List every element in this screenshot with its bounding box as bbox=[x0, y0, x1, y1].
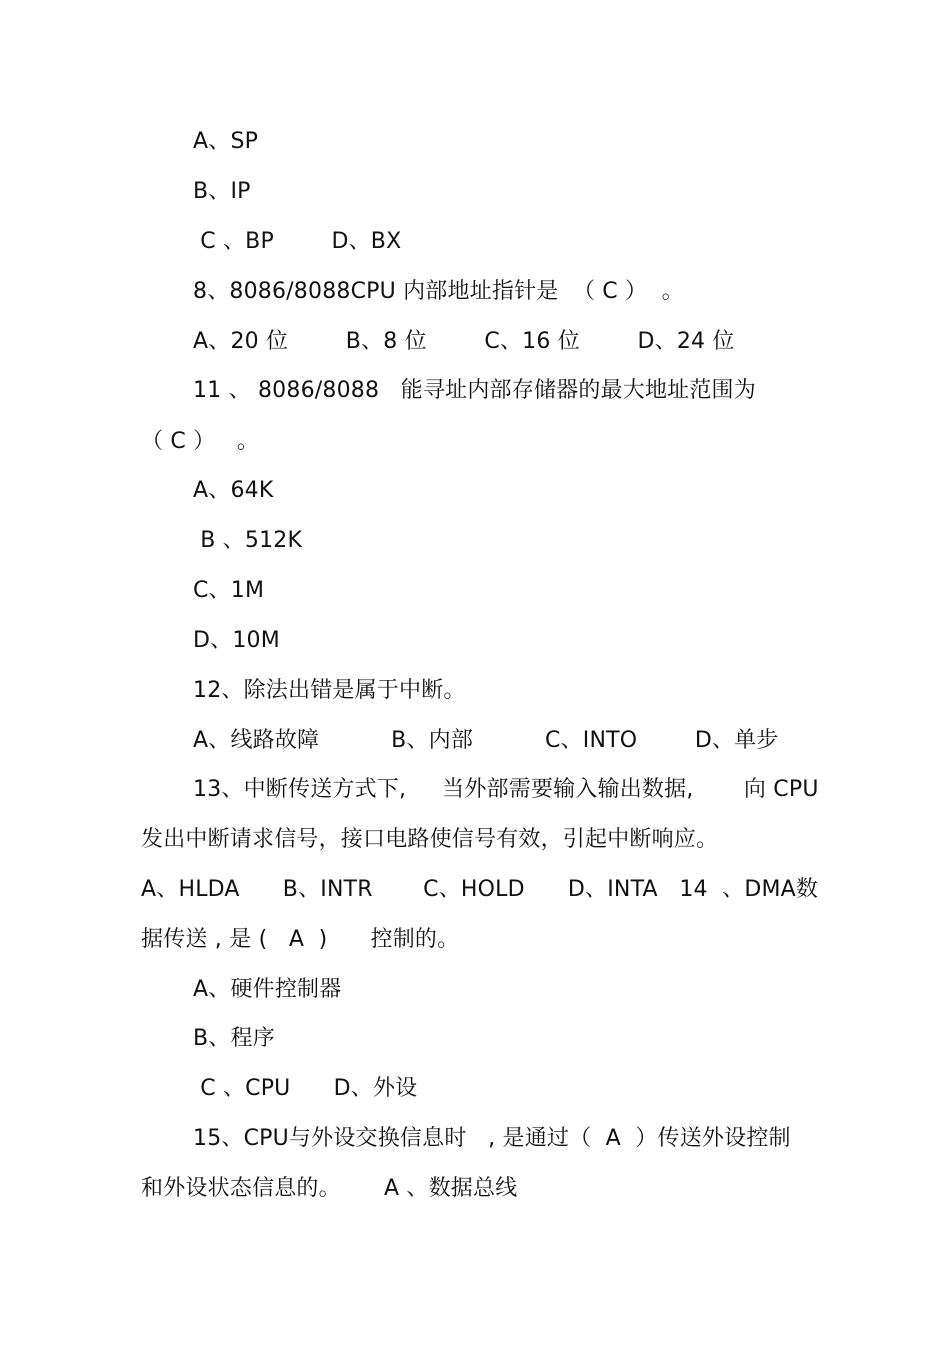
question-14-continued: 据传送 , 是 ( A ) 控制的。 bbox=[141, 927, 460, 952]
q13-options-and-question-14: A、HLDA B、INTR C、HOLD D、INTA 14 、DMA数 bbox=[141, 877, 819, 902]
question-11: 11 、 8086/8088 能寻址内部存储器的最大地址范围为 bbox=[193, 378, 756, 403]
question-8: 8、8086/8088CPU 内部地址指针是 （ C ） 。 bbox=[193, 279, 684, 304]
question-12: 12、除法出错是属于中断。 bbox=[193, 678, 466, 703]
q11-option-a: A、64K bbox=[193, 478, 274, 503]
question-15: 15、CPU与外设交换信息时 , 是通过（ A ）传送外设控制 bbox=[193, 1126, 791, 1151]
q11-option-d: D、10M bbox=[193, 628, 280, 653]
question-13-continued: 发出中断请求信号，接口电路使信号有效，引起中断响应。 bbox=[141, 827, 719, 852]
q7-options-c-d: C 、BP D、BX bbox=[193, 229, 402, 254]
question-15-continued: 和外设状态信息的。 A 、数据总线 bbox=[141, 1176, 518, 1201]
q11-option-c: C、1M bbox=[193, 578, 265, 603]
q7-option-b: B、IP bbox=[193, 179, 251, 204]
q8-options: A、20 位 B、8 位 C、16 位 D、24 位 bbox=[193, 329, 735, 354]
question-11-answer: （ C ） 。 bbox=[141, 429, 260, 454]
question-13: 13、中断传送方式下, 当外部需要输入输出数据, 向 CPU bbox=[193, 777, 819, 802]
q7-option-a: A、SP bbox=[193, 129, 259, 154]
q12-options: A、线路故障 B、内部 C、INTO D、单步 bbox=[193, 728, 779, 753]
q11-option-b: B 、512K bbox=[193, 528, 303, 553]
q14-option-b: B、程序 bbox=[193, 1026, 275, 1051]
q14-options-c-d: C 、CPU D、外设 bbox=[193, 1076, 418, 1101]
q14-option-a: A、硬件控制器 bbox=[193, 977, 342, 1002]
